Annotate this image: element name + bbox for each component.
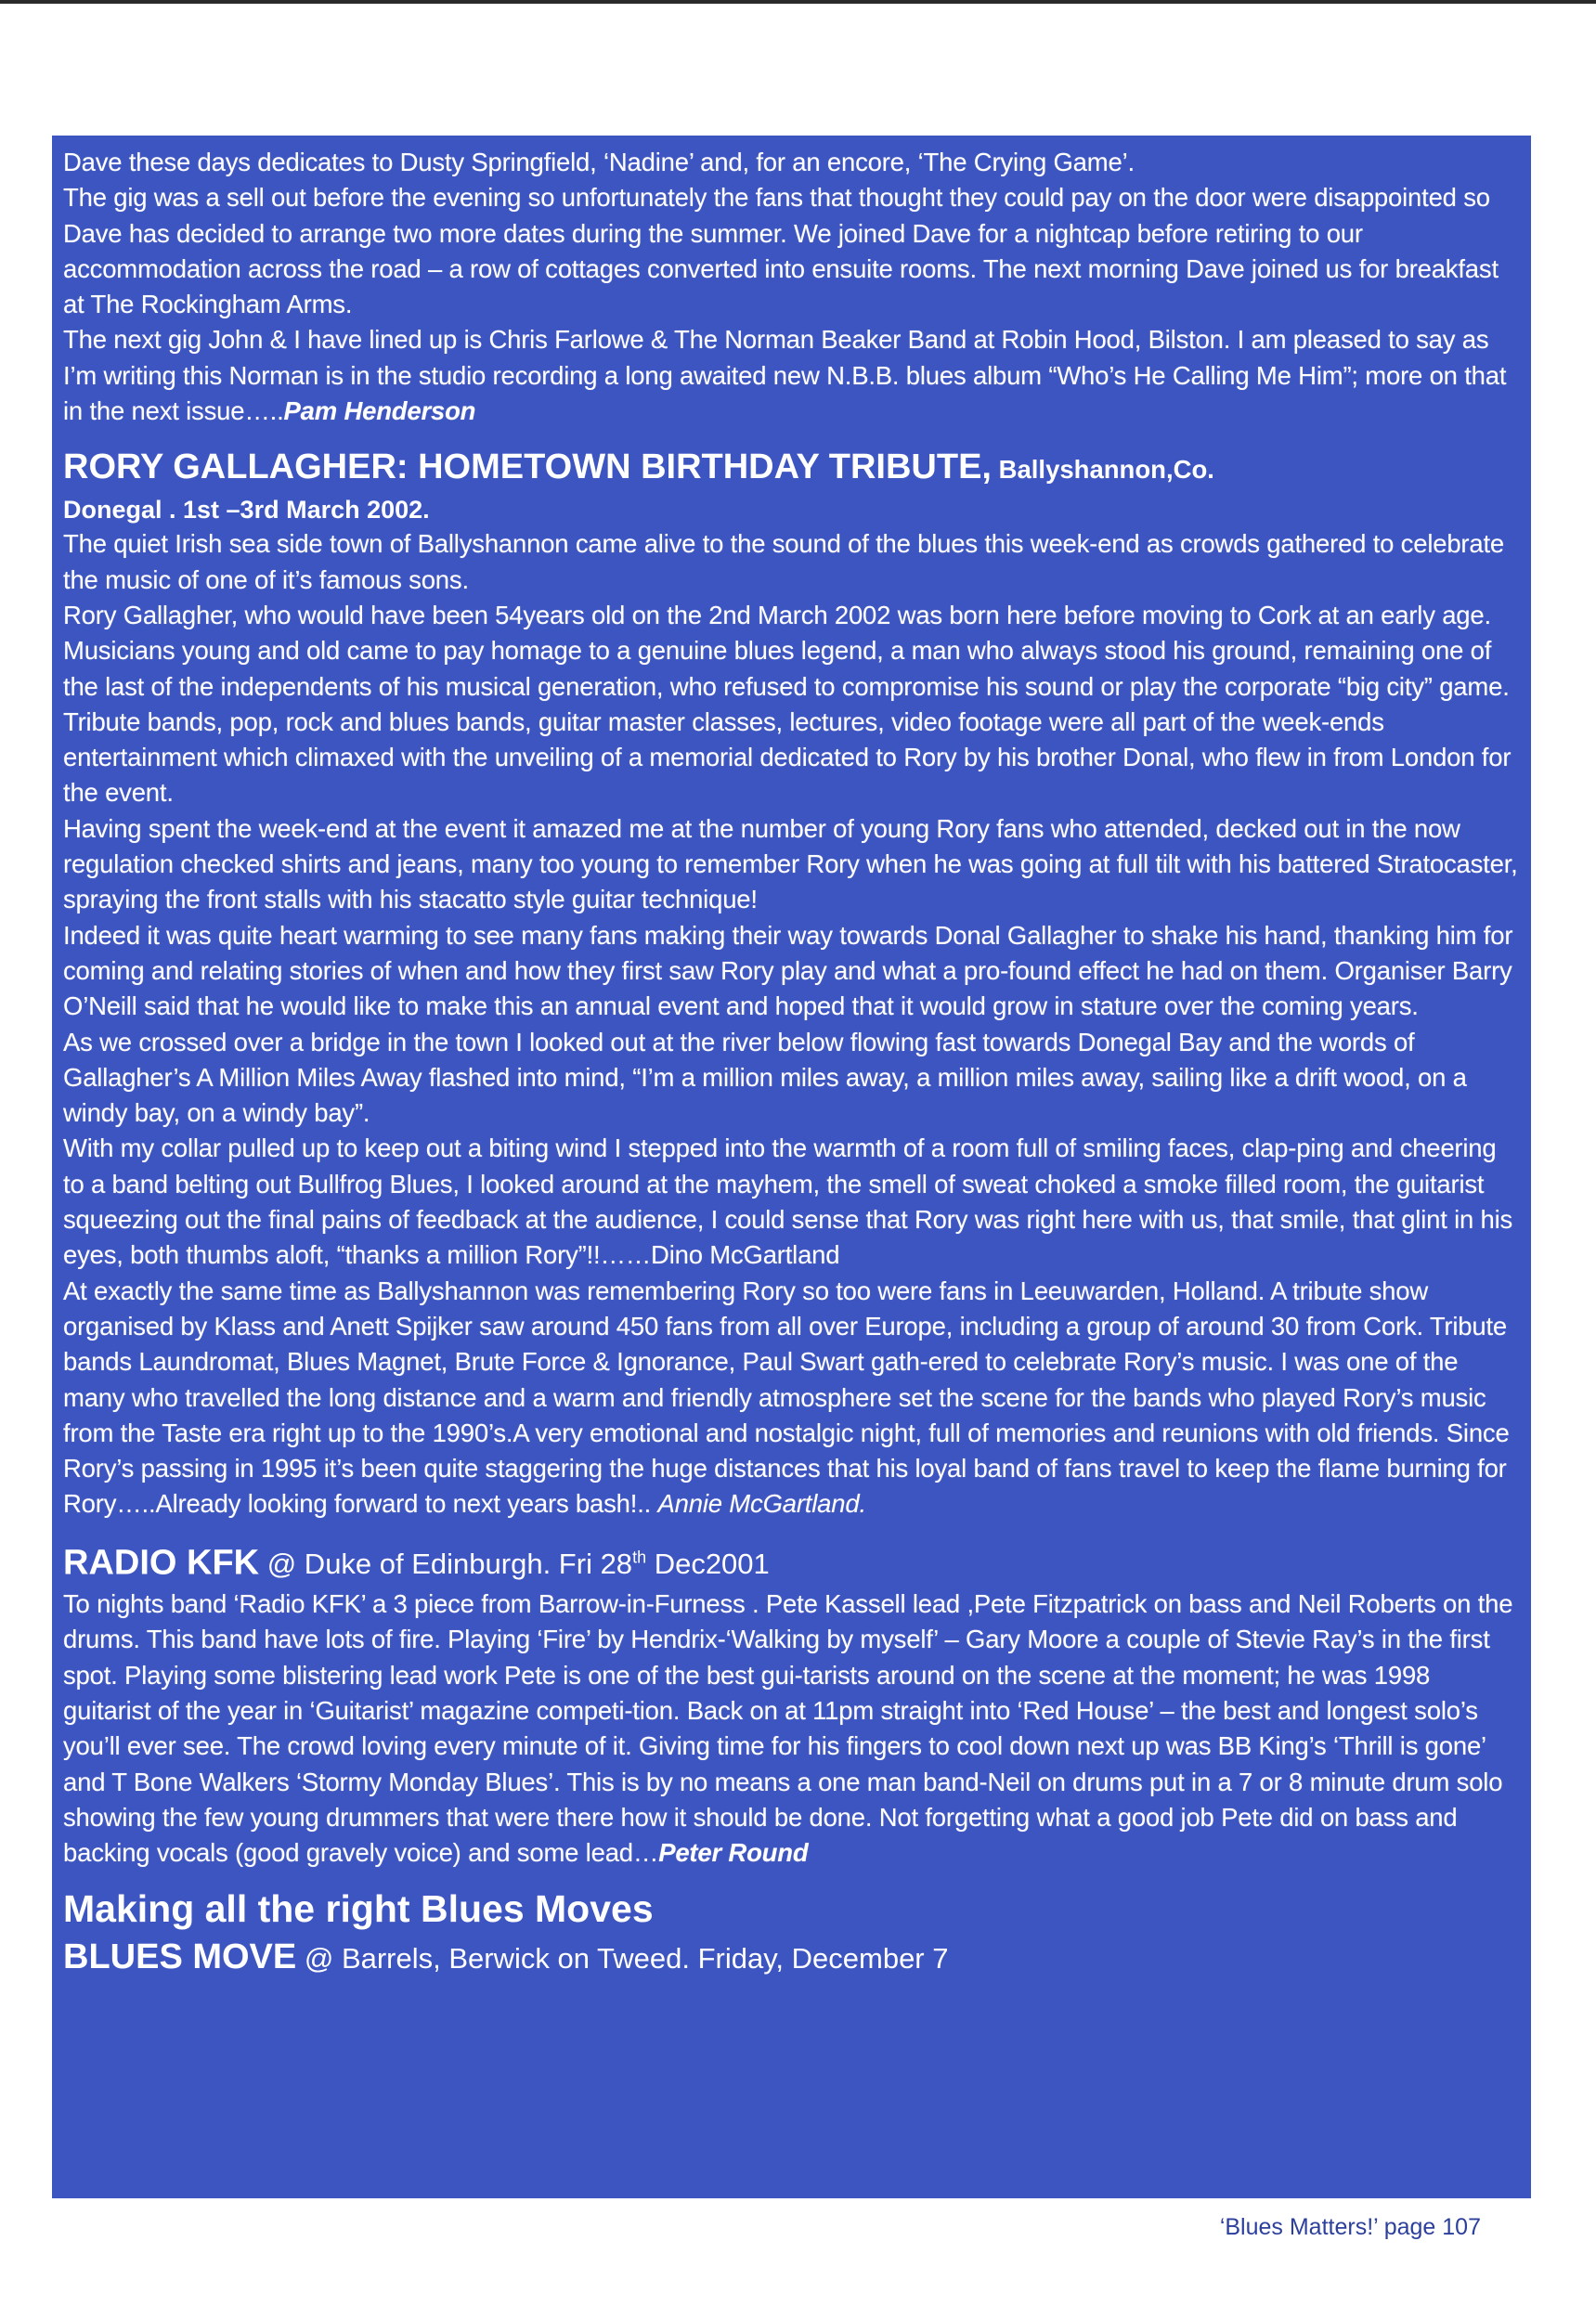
author-signature: Peter Round xyxy=(658,1838,809,1868)
article-panel xyxy=(52,136,1531,2198)
article-title: BLUES MOVE xyxy=(63,1937,297,1977)
paragraph: As we crossed over a bridge in the town I looked out at the river below flowing fast towards Donegal Bay and the words of Gallagher’s A Million Miles Away flashed into mind, “I’m a million miles away, a million miles away, sailing like a drift wood, on a windy bay, on a windy bay”. xyxy=(63,1027,1467,1128)
article-venue: @ Barrels, Berwick on Tweed. Friday, December 7 xyxy=(296,1942,949,1976)
paragraph xyxy=(63,1587,1518,1871)
page-footer: ‘Blues Matters!’ page 107 xyxy=(1219,2214,1481,2240)
paragraph: With my collar pulled up to keep out a biting wind I stepped into the warmth of a room full of smiling faces, clap-ping and cheering to a band belting out Bullfrog Blues, I looked around at the mayhem, the smell of sweat choked a smoke filled room, the guitarist squeezing out the final pains of feedback at the audience, I could sense that Rory was right here with us, that smile, that glint in his eyes, both thumbs aloft, “thanks a million Rory”!!……Dino McGartland xyxy=(63,1134,1513,1270)
paragraph: Indeed it was quite heart warming to see many fans making their way towards Donal Gallagher to shake his hand, thanking him for coming and relating stories of when and how they first saw Rory play and what a pro-found effect he had on them. Organiser Barry O’Neill said that he would like to make this an annual event and hoped that it would grow in stature over the coming years. xyxy=(63,920,1513,1021)
article-heading xyxy=(63,1934,1518,1982)
article-title: RORY GALLAGHER: HOMETOWN BIRTHDAY TRIBUTE, xyxy=(63,447,992,487)
paragraph-text: To nights band ‘Radio KFK’ a 3 piece from Barrow-in-Furness . Pete Kassell lead ,Pete Fitzpatrick on bass and Neil Roberts on the drums. This band have lots of fire. Playing ‘Fire’ by Hendrix-‘Walking by myself’ – Gary Moore a couple of Stevie Ray’s in the first spot. Playing some blistering lead work Pete is one of the best gui-tarists around on the scene at the moment; he was 1998 guitarist of the year in ‘Guitarist’ magazine competi-tion. Back on at 11pm straight into ‘Red House’ – the best and longest solo’s you’ll ever see. The crowd loving every minute of it. Giving time for his fingers to cool down next up was BB King’s ‘Thrill is gone’ and T Bone Walkers ‘Stormy Monday Blues’. This is by no means a one man band-Neil on drums put in a 7 or 8 minute drum solo showing the few young drummers that were there how it should be done. Not forgetting what a good job Pete did on bass and backing vocals (good gravely voice) and some lead… xyxy=(63,1589,1513,1868)
paragraph-text: The next gig John & I have lined up is Chris Farlowe & The Norman Beaker Band at Robin Hood, Bilston. I am pleased to say as I’m writing this Norman is in the studio recording a long awaited new N.B.B. blues album “Who’s He Calling Me Him”; more on that in the next issue….. xyxy=(63,325,1507,426)
article-venue xyxy=(259,1548,770,1580)
venue-text: @ Duke of Edinburgh. Fri 28 xyxy=(259,1548,633,1581)
paragraph: The quiet Irish sea side town of Ballyshannon came alive to the sound of the blues this week-end as crowds gathered to celebrate the music of one of it’s famous sons. xyxy=(63,529,1504,594)
paragraph: Dave these days dedicates to Dusty Springfield, ‘Nadine’ and, for an encore, ‘The Crying Game’. xyxy=(63,148,1135,176)
paragraph: The gig was a sell out before the evening so unfortunately the fans that thought they could pay on the door were disappointed so Dave has decided to arrange two more dates during the summer. We joined Dave for a nightcap before retiring to our accommodation across the road – a row of cottages converted into ensuite rooms. The next morning Dave joined us for breakfast at The Rockingham Arms. xyxy=(63,183,1499,319)
author-signature: Annie McGartland. xyxy=(657,1489,866,1519)
article-heading xyxy=(63,444,1518,493)
venue-text: Dec2001 xyxy=(646,1548,770,1581)
paragraph xyxy=(63,322,1518,429)
author-signature: Pam Henderson xyxy=(283,396,476,426)
paragraph-text: At exactly the same time as Ballyshannon was remembering Rory so too were fans in Leeuwarden, Holland. A tribute show organised by Klass and Anett Spijker saw around 450 fans from all over Europe, including a group of around 30 from Cork. Tribute bands Laundromat, Blues Magnet, Brute Force & Ignorance, Paul Swart gath-ered to celebrate Rory’s music. I was one of the many who travelled the long distance and a warm and friendly atmosphere set the scene for the bands who played Rory’s music from the Taste era right up to the 1990’s.A very emotional and nostalgic night, full of memories and reunions with old friends. Since Rory’s passing in 1995 it’s been quite staggering the huge distances that his loyal band of fans travel to keep the flame burning for Rory…..Already looking forward to next years bash!.. xyxy=(63,1276,1510,1519)
article-title: RADIO KFK xyxy=(63,1543,260,1583)
paragraph: Having spent the week-end at the event it amazed me at the number of young Rory fans who attended, decked out in the now regulation checked shirts and jeans, many too young to remember Rory when he was going at full tilt with his battered Stratocaster, spraying the front stalls with his stacatto style guitar technique! xyxy=(63,813,1518,914)
article-subtitle: Donegal . 1st –3rd March 2002. xyxy=(63,496,430,525)
paragraph: Rory Gallagher, who would have been 54years old on the 2nd March 2002 was born here before moving to Cork at an early age. Musicians young and old came to pay homage to a genuine blues legend, a man who always stood his ground, remaining one of the last of the independents of his musical generation, who refused to compromise his sound or play the corporate “big city” game. xyxy=(63,600,1510,701)
venue-superscript: th xyxy=(632,1548,647,1567)
paragraph: Tribute bands, pop, rock and blues bands, guitar master classes, lectures, video footage were all part of the week-ends entertainment which climaxed with the unveiling of a memorial dedicated to Rory by his brother Donal, who flew in from London for the event. xyxy=(63,706,1512,808)
article-location: Ballyshannon,Co. xyxy=(992,455,1214,485)
article-heading xyxy=(63,1535,1518,1587)
paragraph xyxy=(63,1274,1518,1522)
top-rule xyxy=(0,0,1596,4)
section-heading: Making all the right Blues Moves xyxy=(63,1887,654,1931)
